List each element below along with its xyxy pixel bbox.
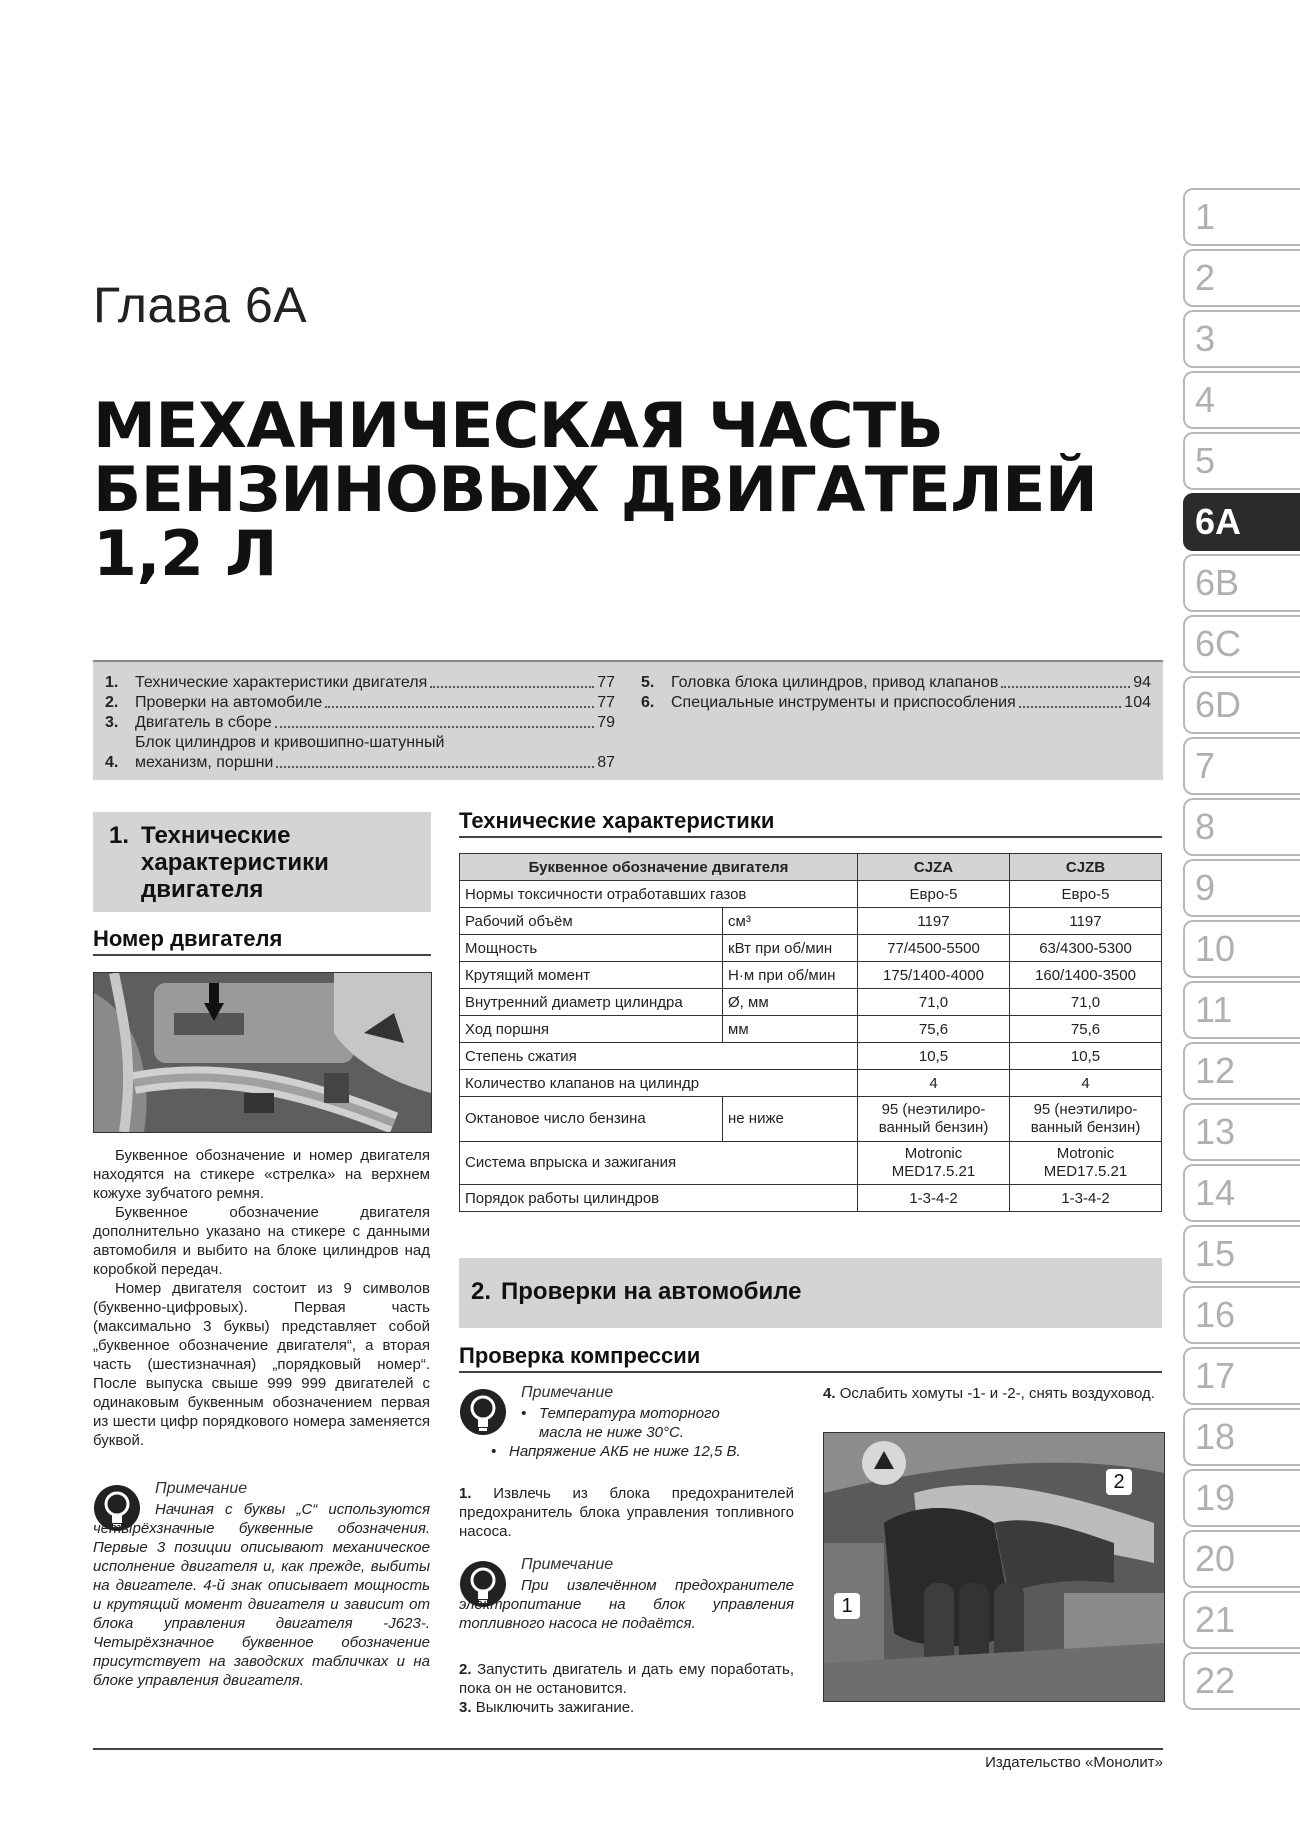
value-cell: 71,0 (858, 989, 1010, 1016)
unit-cell: Н·м при об/мин (723, 962, 858, 989)
unit-cell: не ниже (723, 1097, 858, 1142)
value-cell: 71,0 (1010, 989, 1162, 1016)
step-text: Ослабить хомуты -1- и -2-, снять воздуховод. (839, 1385, 1155, 1402)
chapter-tab-21[interactable]: 21 (1183, 1591, 1300, 1649)
toc-item-page: 79 (597, 714, 615, 731)
chapter-title (93, 389, 1174, 590)
param-cell: Внутренний диаметр цилиндра (460, 989, 723, 1016)
value-cell: 160/1400-3500 (1010, 962, 1162, 989)
toc-item[interactable] (105, 733, 615, 773)
param-cell: Количество клапанов на цилиндр (460, 1070, 858, 1097)
step-number: 1. (459, 1485, 472, 1502)
chapter-tab-7[interactable]: 7 (1183, 737, 1300, 795)
footer-divider (93, 1748, 1163, 1750)
engine-sticker-photo (93, 972, 432, 1133)
chapter-tab-15[interactable]: 15 (1183, 1225, 1300, 1283)
value-cell (858, 1097, 1010, 1142)
value-cell (1010, 1142, 1162, 1185)
value-line: Motronic (904, 1145, 963, 1162)
value-line: 95 (неэтилиро- (881, 1101, 986, 1118)
table-row (460, 1070, 1162, 1097)
chapter-tab-2[interactable]: 2 (1183, 249, 1300, 307)
step-number: 3. (459, 1699, 472, 1716)
toc-item-number: 5. (641, 674, 655, 691)
air-duct-photo (823, 1432, 1165, 1702)
note-bullet-text: Напряжение АКБ не ниже 12,5 В. (509, 1443, 741, 1460)
step-text: Запустить двигатель и дать ему поработать, пока он не остановится. (459, 1661, 794, 1697)
callout-label: 1 (834, 1593, 860, 1619)
table-header-cell: Буквенное обозначение двигателя (460, 854, 858, 881)
note-text (491, 1404, 793, 1461)
toc-column-right (641, 673, 1151, 713)
value-cell: Евро-5 (1010, 881, 1162, 908)
toc-leader-dots (1019, 706, 1122, 708)
step-text: Извлечь из блока предохранителей предохранитель блока управления топливного насоса. (459, 1485, 794, 1540)
toc-item-number: 6. (641, 694, 655, 711)
toc-item-page: 104 (1124, 694, 1151, 711)
engine-number-text (93, 1146, 430, 1450)
value-cell: 4 (858, 1070, 1010, 1097)
section-title (141, 822, 421, 903)
toc-item[interactable] (105, 693, 615, 713)
step-3 (459, 1698, 794, 1717)
chapter-tab-6c[interactable]: 6C (1183, 615, 1300, 673)
table-header-cell: CJZA (858, 854, 1010, 881)
chapter-tabs (1183, 188, 1300, 1713)
param-cell: Рабочий объём (460, 908, 723, 935)
value-cell: 1197 (858, 908, 1010, 935)
chapter-tab-3[interactable]: 3 (1183, 310, 1300, 368)
chapter-tab-5[interactable]: 5 (1183, 432, 1300, 490)
toc-item-number: 2. (105, 694, 119, 711)
paragraph: Буквенное обозначение и номер двигателя находятся на стикере «стрелка» на верхнем кожухе зубчатого ремня. (93, 1147, 430, 1202)
engine-number-heading: Номер двигателя (93, 926, 431, 956)
value-cell: 10,5 (858, 1043, 1010, 1070)
value-cell: 4 (1010, 1070, 1162, 1097)
step-1 (459, 1484, 794, 1541)
param-cell: Нормы токсичности отработавших газов (460, 881, 858, 908)
chapter-tab-8[interactable]: 8 (1183, 798, 1300, 856)
paragraph: Буквенное обозначение двигателя дополнительно указано на стикере с данными автомобиля и выбито на блоке цилиндров над коробкой передач. (93, 1204, 430, 1278)
value-line: Motronic (1056, 1145, 1115, 1162)
value-line: ванный бензин) (878, 1119, 989, 1136)
toc-item[interactable] (105, 713, 615, 733)
toc-item-page: 87 (597, 754, 615, 771)
publisher-footer: Издательство «Монолит» (985, 1754, 1163, 1771)
toc-leader-dots (325, 706, 594, 708)
value-line: ванный бензин) (1030, 1119, 1141, 1136)
table-row (460, 881, 1162, 908)
value-line: MED17.5.21 (1043, 1163, 1128, 1180)
table-row (460, 935, 1162, 962)
param-cell: Мощность (460, 935, 723, 962)
table-row (460, 989, 1162, 1016)
toc-column-left (105, 673, 615, 773)
param-cell: Порядок работы цилиндров (460, 1185, 858, 1212)
chapter-tab-19[interactable]: 19 (1183, 1469, 1300, 1527)
steps-2-3 (459, 1660, 794, 1717)
chapter-tab-16[interactable]: 16 (1183, 1286, 1300, 1344)
toc-item-page: 77 (597, 674, 615, 691)
value-cell: 175/1400-4000 (858, 962, 1010, 989)
value-cell: 1-3-4-2 (858, 1185, 1010, 1212)
value-cell: 1197 (1010, 908, 1162, 935)
table-row (460, 908, 1162, 935)
note-text: Начиная с буквы „С“ используются четырёхзначные буквенные обозначения. Первые 3 позиции описывают механическое исполнение двигателя и, как прежде, выбиты на двигателе. 4-й знак описывает мощность и крутящий момент двигателя и зависит от блока управления двигателя -J623-. Четырёхзначное буквенное обозначение присутствует на заводских табличках и на блоке управления двигателя. (93, 1501, 430, 1689)
callout-label: 2 (1106, 1469, 1132, 1495)
compression-heading: Проверка компрессии (459, 1343, 1162, 1373)
step-text: Выключить зажигание. (475, 1699, 635, 1716)
note-title: Примечание (521, 1556, 614, 1573)
table-row (460, 1097, 1162, 1142)
toc-leader-dots (276, 766, 594, 768)
value-line: 95 (неэтилиро- (1033, 1101, 1138, 1118)
table-row (460, 1142, 1162, 1185)
value-cell: 10,5 (1010, 1043, 1162, 1070)
param-cell: Крутящий момент (460, 962, 723, 989)
param-cell: Октановое число бензина (460, 1097, 723, 1142)
chapter-tab-20[interactable]: 20 (1183, 1530, 1300, 1588)
chapter-tab-11[interactable]: 11 (1183, 981, 1300, 1039)
step-number: 4. (823, 1385, 836, 1402)
toc-leader-dots (275, 726, 594, 728)
chapter-tab-10[interactable]: 10 (1183, 920, 1300, 978)
unit-cell: кВт при об/мин (723, 935, 858, 962)
step-2 (459, 1660, 794, 1698)
specs-heading: Технические характеристики (459, 808, 1162, 838)
note-title: Примечание (155, 1480, 248, 1497)
chapter-tab-12[interactable]: 12 (1183, 1042, 1300, 1100)
toc-leader-dots (1001, 686, 1130, 688)
note-letter-designation (93, 1480, 430, 1740)
table-row (460, 962, 1162, 989)
table-of-contents (93, 660, 1163, 780)
table-header-row (460, 854, 1162, 881)
toc-item[interactable] (641, 673, 1151, 693)
toc-leader-dots (430, 686, 594, 688)
section-2-header (459, 1258, 1162, 1328)
toc-item-page: 77 (597, 694, 615, 711)
toc-item[interactable] (641, 693, 1151, 713)
toc-item-number: 3. (105, 714, 119, 731)
value-line: MED17.5.21 (891, 1163, 976, 1180)
value-cell: 75,6 (858, 1016, 1010, 1043)
specs-table (459, 853, 1162, 1212)
chapter-tab-17[interactable]: 17 (1183, 1347, 1300, 1405)
value-cell: 1-3-4-2 (1010, 1185, 1162, 1212)
chapter-tab-4[interactable]: 4 (1183, 371, 1300, 429)
toc-item-label: Двигатель в сборе (135, 714, 272, 731)
toc-item-page: 94 (1133, 674, 1151, 691)
toc-item-label: механизм, поршни (135, 754, 274, 771)
section-title-line: двигателя (141, 876, 264, 903)
section-1-header (93, 812, 431, 912)
chapter-tab-6a[interactable]: 6A (1183, 493, 1300, 551)
value-cell (858, 1142, 1010, 1185)
value-cell (1010, 1097, 1162, 1142)
chapter-tab-9[interactable]: 9 (1183, 859, 1300, 917)
section-title-line: Технические (141, 822, 291, 849)
unit-cell: см³ (723, 908, 858, 935)
chapter-title-line: МЕХАНИЧЕСКАЯ ЧАСТЬ (93, 389, 944, 462)
note-bullet: • Напряжение АКБ не ниже 12,5 В. (491, 1443, 741, 1460)
value-cell: 75,6 (1010, 1016, 1162, 1043)
note-bullet: • Температура моторного масла не ниже 30°С. (521, 1405, 720, 1441)
toc-item-label: Технические характеристики двигателя (135, 674, 428, 691)
lightbulb-icon (459, 1388, 507, 1436)
step-number: 2. (459, 1661, 472, 1678)
unit-cell: Ø, мм (723, 989, 858, 1016)
chapter-tab-14[interactable]: 14 (1183, 1164, 1300, 1222)
toc-item-label: Проверки на автомобиле (135, 694, 323, 711)
unit-cell: мм (723, 1016, 858, 1043)
value-cell: 77/4500-5500 (858, 935, 1010, 962)
chapter-tab-6d[interactable]: 6D (1183, 676, 1300, 734)
section-number: 1. (109, 822, 130, 849)
chapter-title-line: БЕНЗИНОВЫХ ДВИГАТЕЛЕЙ (93, 453, 1098, 526)
section-title: Проверки на автомобиле (501, 1278, 802, 1305)
toc-item-label: Головка блока цилиндров, привод клапанов (671, 674, 999, 691)
section-number: 2. (471, 1278, 492, 1305)
chapter-tab-1[interactable]: 1 (1183, 188, 1300, 246)
chapter-label: Глава 6А (93, 277, 308, 333)
toc-item[interactable] (105, 673, 615, 693)
chapter-title-line: 1,2 Л (93, 517, 278, 590)
engine-sticker-illustration (94, 973, 431, 1132)
section-title-line: характеристики (141, 849, 329, 876)
param-cell: Ход поршня (460, 1016, 723, 1043)
paragraph: Номер двигателя состоит из 9 символов (буквенно-цифровых). Первая часть (максимально 3 буквы) представляет собой „буквенное обозначение двигателя“, а вторая часть (шестизначная) „порядковый номер“. После выпуска свыше 999 999 двигателей с одинаковым буквенным обозначением первая из шести цифр порядкового номера заменяется буквой. (93, 1280, 430, 1449)
toc-item-number: 4. (105, 754, 119, 771)
toc-item-label: Специальные инструменты и приспособления (671, 694, 1016, 711)
table-row (460, 1185, 1162, 1212)
table-header-cell: CJZB (1010, 854, 1162, 881)
param-cell: Степень сжатия (460, 1043, 858, 1070)
step-4 (823, 1384, 1163, 1403)
chapter-tab-22[interactable]: 22 (1183, 1652, 1300, 1710)
note-bullet-text: масла не ниже 30°С. (539, 1424, 684, 1441)
param-cell: Система впрыска и зажигания (460, 1142, 858, 1185)
chapter-tab-6b[interactable]: 6B (1183, 554, 1300, 612)
table-row (460, 1043, 1162, 1070)
toc-item-label: Блок цилиндров и кривошипно-шатунный (135, 734, 445, 751)
note-title: Примечание (521, 1384, 614, 1401)
value-cell: 63/4300-5300 (1010, 935, 1162, 962)
table-row (460, 1016, 1162, 1043)
value-cell: Евро-5 (858, 881, 1010, 908)
note-fuse-removed (459, 1556, 794, 1656)
chapter-tab-13[interactable]: 13 (1183, 1103, 1300, 1161)
note-bullet-text: Температура моторного (539, 1405, 720, 1422)
toc-item-number: 1. (105, 674, 119, 691)
note-text: При извлечённом предохранителе электропитание на блок управления топливного насоса не подаётся. (459, 1577, 794, 1632)
note-conditions (459, 1384, 794, 1464)
chapter-tab-18[interactable]: 18 (1183, 1408, 1300, 1466)
